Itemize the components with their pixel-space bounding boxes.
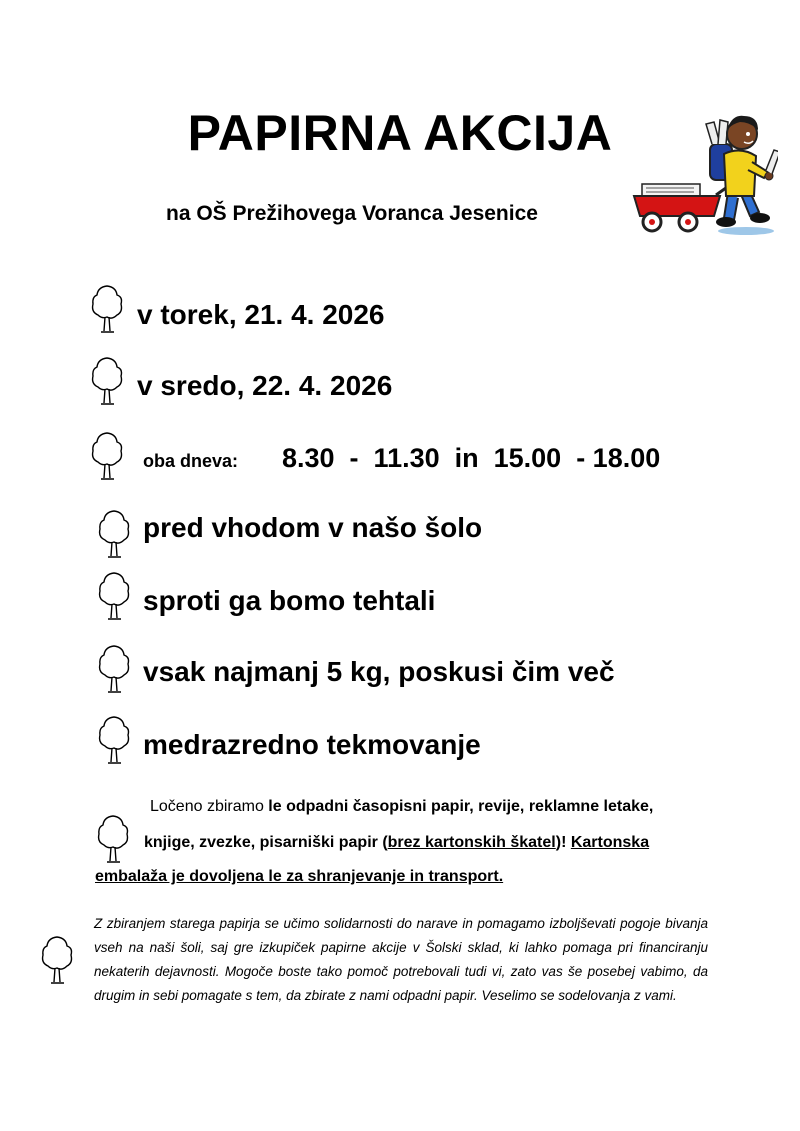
collect-bold-2: knjige, zvezke, pisarniški papir ( (144, 834, 388, 851)
tree-icon (97, 643, 131, 695)
page-title: PAPIRNA AKCIJA (187, 105, 613, 161)
list-item: medrazredno tekmovanje (143, 729, 481, 760)
tree-icon (97, 508, 131, 560)
hours-label: oba dneva: (143, 451, 239, 471)
tree-icon (40, 934, 74, 986)
collect-line-1 (150, 788, 653, 826)
collect-packaging-note: embalaža je dovoljena le za shranjevanje in transport. (95, 868, 504, 885)
tree-icon (90, 430, 124, 482)
list-item: v sredo, 22. 4. 2026 (137, 370, 393, 401)
child-wagon-illustration (628, 100, 778, 240)
note-paragraph: Z zbiranjem starega papirja se učimo solidarnosti do narave in pomagamo izboljševati pogoje bivanja vseh na naši šoli, saj gre izkupiček papirne akcije v Šolski sklad, ki lahko pomaga pri financiranju nekaterih dejavnosti. Mogoče boste tako pomoč potrebovali tudi vi, zato vas še posebej vabimo, da drugim in sebi pomagate s tem, da zbirate z nami odpadni papir. Veselimo se sodelovanja z vami. (94, 916, 708, 1003)
collect-cardboard: Kartonska (570, 834, 650, 851)
list-item: vsak najmanj 5 kg, poskusi čim več (143, 656, 615, 687)
hours-value: 8.30 - 11.30 in 15.00 - 18.00 (282, 443, 661, 473)
list-item: pred vhodom v našo šolo (143, 512, 483, 543)
collect-line-3 (95, 858, 503, 896)
tree-icon (97, 714, 131, 766)
collect-bold-3: )! (555, 834, 571, 851)
list-item: sproti ga bomo tehtali (143, 585, 436, 616)
list-item: v torek, 21. 4. 2026 (137, 299, 385, 330)
tree-icon (90, 283, 124, 335)
collect-no-boxes: brez kartonskih škatel (387, 834, 556, 851)
tree-icon (90, 355, 124, 407)
school-subtitle: na OŠ Prežihovega Voranca Jesenice (166, 202, 538, 225)
collect-bold-1: le odpadni časopisni papir, revije, reklamne letake, (268, 798, 654, 815)
collect-line-2 (144, 824, 649, 862)
collect-intro: Ločeno zbiramo (150, 798, 269, 815)
tree-icon (97, 570, 131, 622)
